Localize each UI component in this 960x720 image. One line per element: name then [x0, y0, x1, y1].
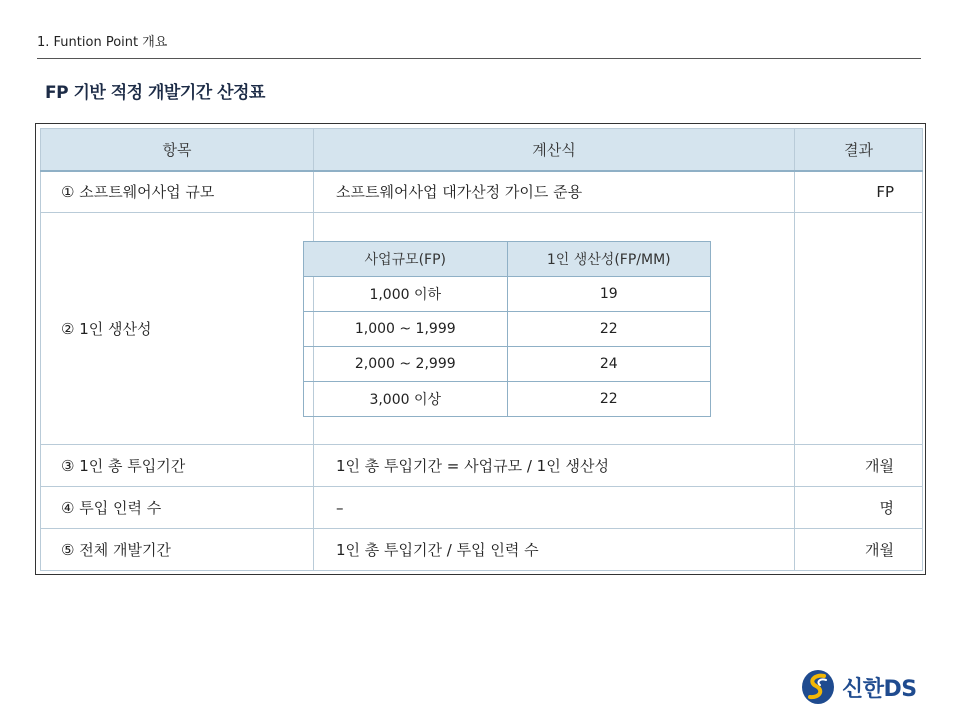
row-formula: 1인 총 투입기간 = 사업규모 / 1인 생산성 [314, 445, 795, 487]
table-row [41, 213, 923, 445]
productivity-value: 24 [507, 346, 711, 381]
section-label: 1. Funtion Point 개요 [37, 35, 168, 50]
page-title: FP 기반 적정 개발기간 산정표 [45, 83, 265, 103]
productivity-header-value: 1인 생산성(FP/MM) [507, 241, 711, 276]
row-result: 개월 [795, 529, 923, 571]
column-header-formula: 계산식 [314, 129, 795, 171]
productivity-table [303, 241, 711, 417]
table-header-row [41, 129, 923, 171]
productivity-row [304, 311, 711, 346]
table-row [41, 529, 923, 571]
table-row [41, 445, 923, 487]
row-result: FP [795, 171, 923, 213]
shinhan-emblem-icon [800, 668, 836, 706]
productivity-scale: 1,000 이하 [304, 276, 508, 311]
logo-text: 신한DS [842, 676, 917, 702]
row-item: ③ 1인 총 투입기간 [41, 445, 314, 487]
shinhan-ds-logo [800, 668, 917, 706]
productivity-value: 22 [507, 381, 711, 416]
productivity-scale: 2,000 ~ 2,999 [304, 346, 508, 381]
fp-estimation-table [40, 128, 923, 571]
row-item: ① 소프트웨어사업 규모 [41, 171, 314, 213]
table-row [41, 171, 923, 213]
row-result: 개월 [795, 445, 923, 487]
row-result [795, 213, 923, 445]
productivity-row [304, 276, 711, 311]
productivity-value: 22 [507, 311, 711, 346]
row-item: ⑤ 전체 개발기간 [41, 529, 314, 571]
productivity-scale: 1,000 ~ 1,999 [304, 311, 508, 346]
productivity-scale: 3,000 이상 [304, 381, 508, 416]
productivity-row [304, 381, 711, 416]
productivity-row [304, 346, 711, 381]
productivity-header-row [304, 241, 711, 276]
table-row [41, 487, 923, 529]
column-header-result: 결과 [795, 129, 923, 171]
row-item: ④ 투입 인력 수 [41, 487, 314, 529]
row-formula: 소프트웨어사업 대가산정 가이드 준용 [314, 171, 795, 213]
row-formula: – [314, 487, 795, 529]
productivity-cell [314, 213, 795, 445]
row-result: 명 [795, 487, 923, 529]
row-item: ② 1인 생산성 [41, 213, 314, 445]
productivity-value: 19 [507, 276, 711, 311]
divider [37, 58, 921, 59]
productivity-header-scale: 사업규모(FP) [304, 241, 508, 276]
column-header-item: 항목 [41, 129, 314, 171]
row-formula: 1인 총 투입기간 / 투입 인력 수 [314, 529, 795, 571]
